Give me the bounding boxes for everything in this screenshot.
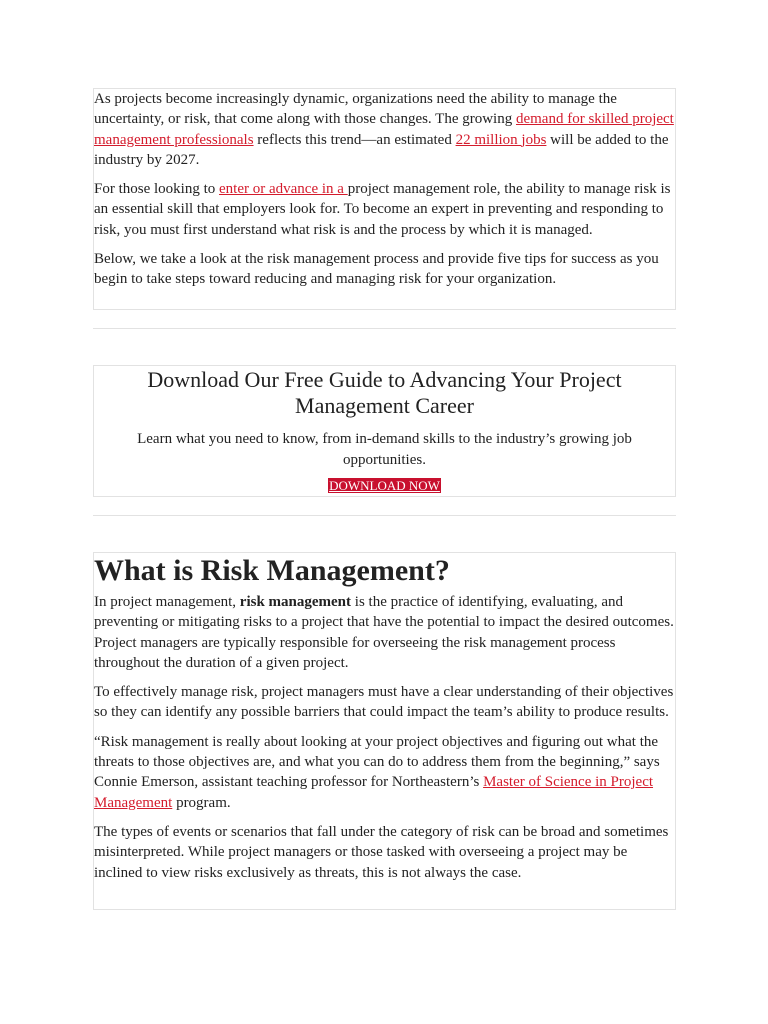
risk-paragraph-1 (94, 592, 675, 673)
risk-paragraph-2: To effectively manage risk, project managers must have a clear understanding of their objectives so they can identify any possible barriers that could impact the team’s ability to produce results. (94, 684, 674, 721)
intro-section (93, 88, 676, 310)
risk-p1-text-1: In project management, (94, 594, 240, 610)
risk-p1-text-2: is the practice of identifying, evaluating, and preventing or mitigating risks to a project that have the potential to impact the desired outcomes. Project managers are typically responsible for overseeing the risk management process throughout the duration of a given project. (94, 594, 674, 671)
intro-p1-text-2: reflects this trend—an estimated (253, 131, 456, 148)
intro-p1-text-1: As projects become increasingly dynamic, organizations need the ability to manage the uncertainty, or risk, that come along with those changes. The growing (94, 91, 617, 128)
intro-paragraph-2 (94, 179, 675, 240)
risk-p3-text-1: “Risk management is really about looking at your project objectives and figuring out what the threats to those objectives are, and what you can do to address them from the beginning,” says Connie Emerson, assistant teaching professor for Northeastern’s (94, 733, 660, 791)
ms-project-management-link[interactable]: Master of Science in Project Management (94, 774, 654, 811)
risk-management-term: risk management (239, 594, 352, 610)
divider (93, 515, 676, 516)
enter-or-advance-link[interactable]: enter or advance in a (219, 181, 348, 198)
intro-paragraph-1 (94, 89, 675, 170)
guide-title: Download Our Free Guide to Advancing Your Project Management Career (147, 367, 622, 418)
risk-paragraph-4: The types of events or scenarios that fall under the category of risk can be broad and sometimes misinterpreted. While project managers or those tasked with overseeing a project may be inclined to view risks exclusively as threats, this is not always the case. (94, 823, 669, 881)
intro-p2-text-1: For those looking to (94, 181, 220, 198)
demand-skilled-professionals-link[interactable]: demand for skilled project management professionals (94, 111, 674, 148)
download-now-button[interactable]: DOWNLOAD NOW (329, 478, 440, 493)
intro-p1-text-3: will be added to the industry by 2027. (94, 131, 669, 168)
risk-management-section (93, 552, 676, 910)
intro-p2-text-2: project management role, the ability to manage risk is an essential skill that employers look for. To become an expert in preventing and responding to risk, you must first understand what risk is and the process by which it is managed. (94, 181, 671, 238)
intro-paragraph-3: Below, we take a look at the risk management process and provide five tips for success as you begin to take steps toward reducing and managing risk for your organization. (94, 251, 659, 288)
guide-callout (93, 365, 676, 497)
risk-p3-text-2: program. (172, 794, 231, 811)
divider (93, 328, 676, 329)
guide-subtitle: Learn what you need to know, from in-demand skills to the industry’s growing job opportunities. (137, 431, 632, 468)
risk-paragraph-3 (94, 732, 675, 813)
22-million-jobs-link[interactable]: 22 million jobs (455, 131, 547, 148)
section-heading: What is Risk Management? (94, 554, 450, 587)
